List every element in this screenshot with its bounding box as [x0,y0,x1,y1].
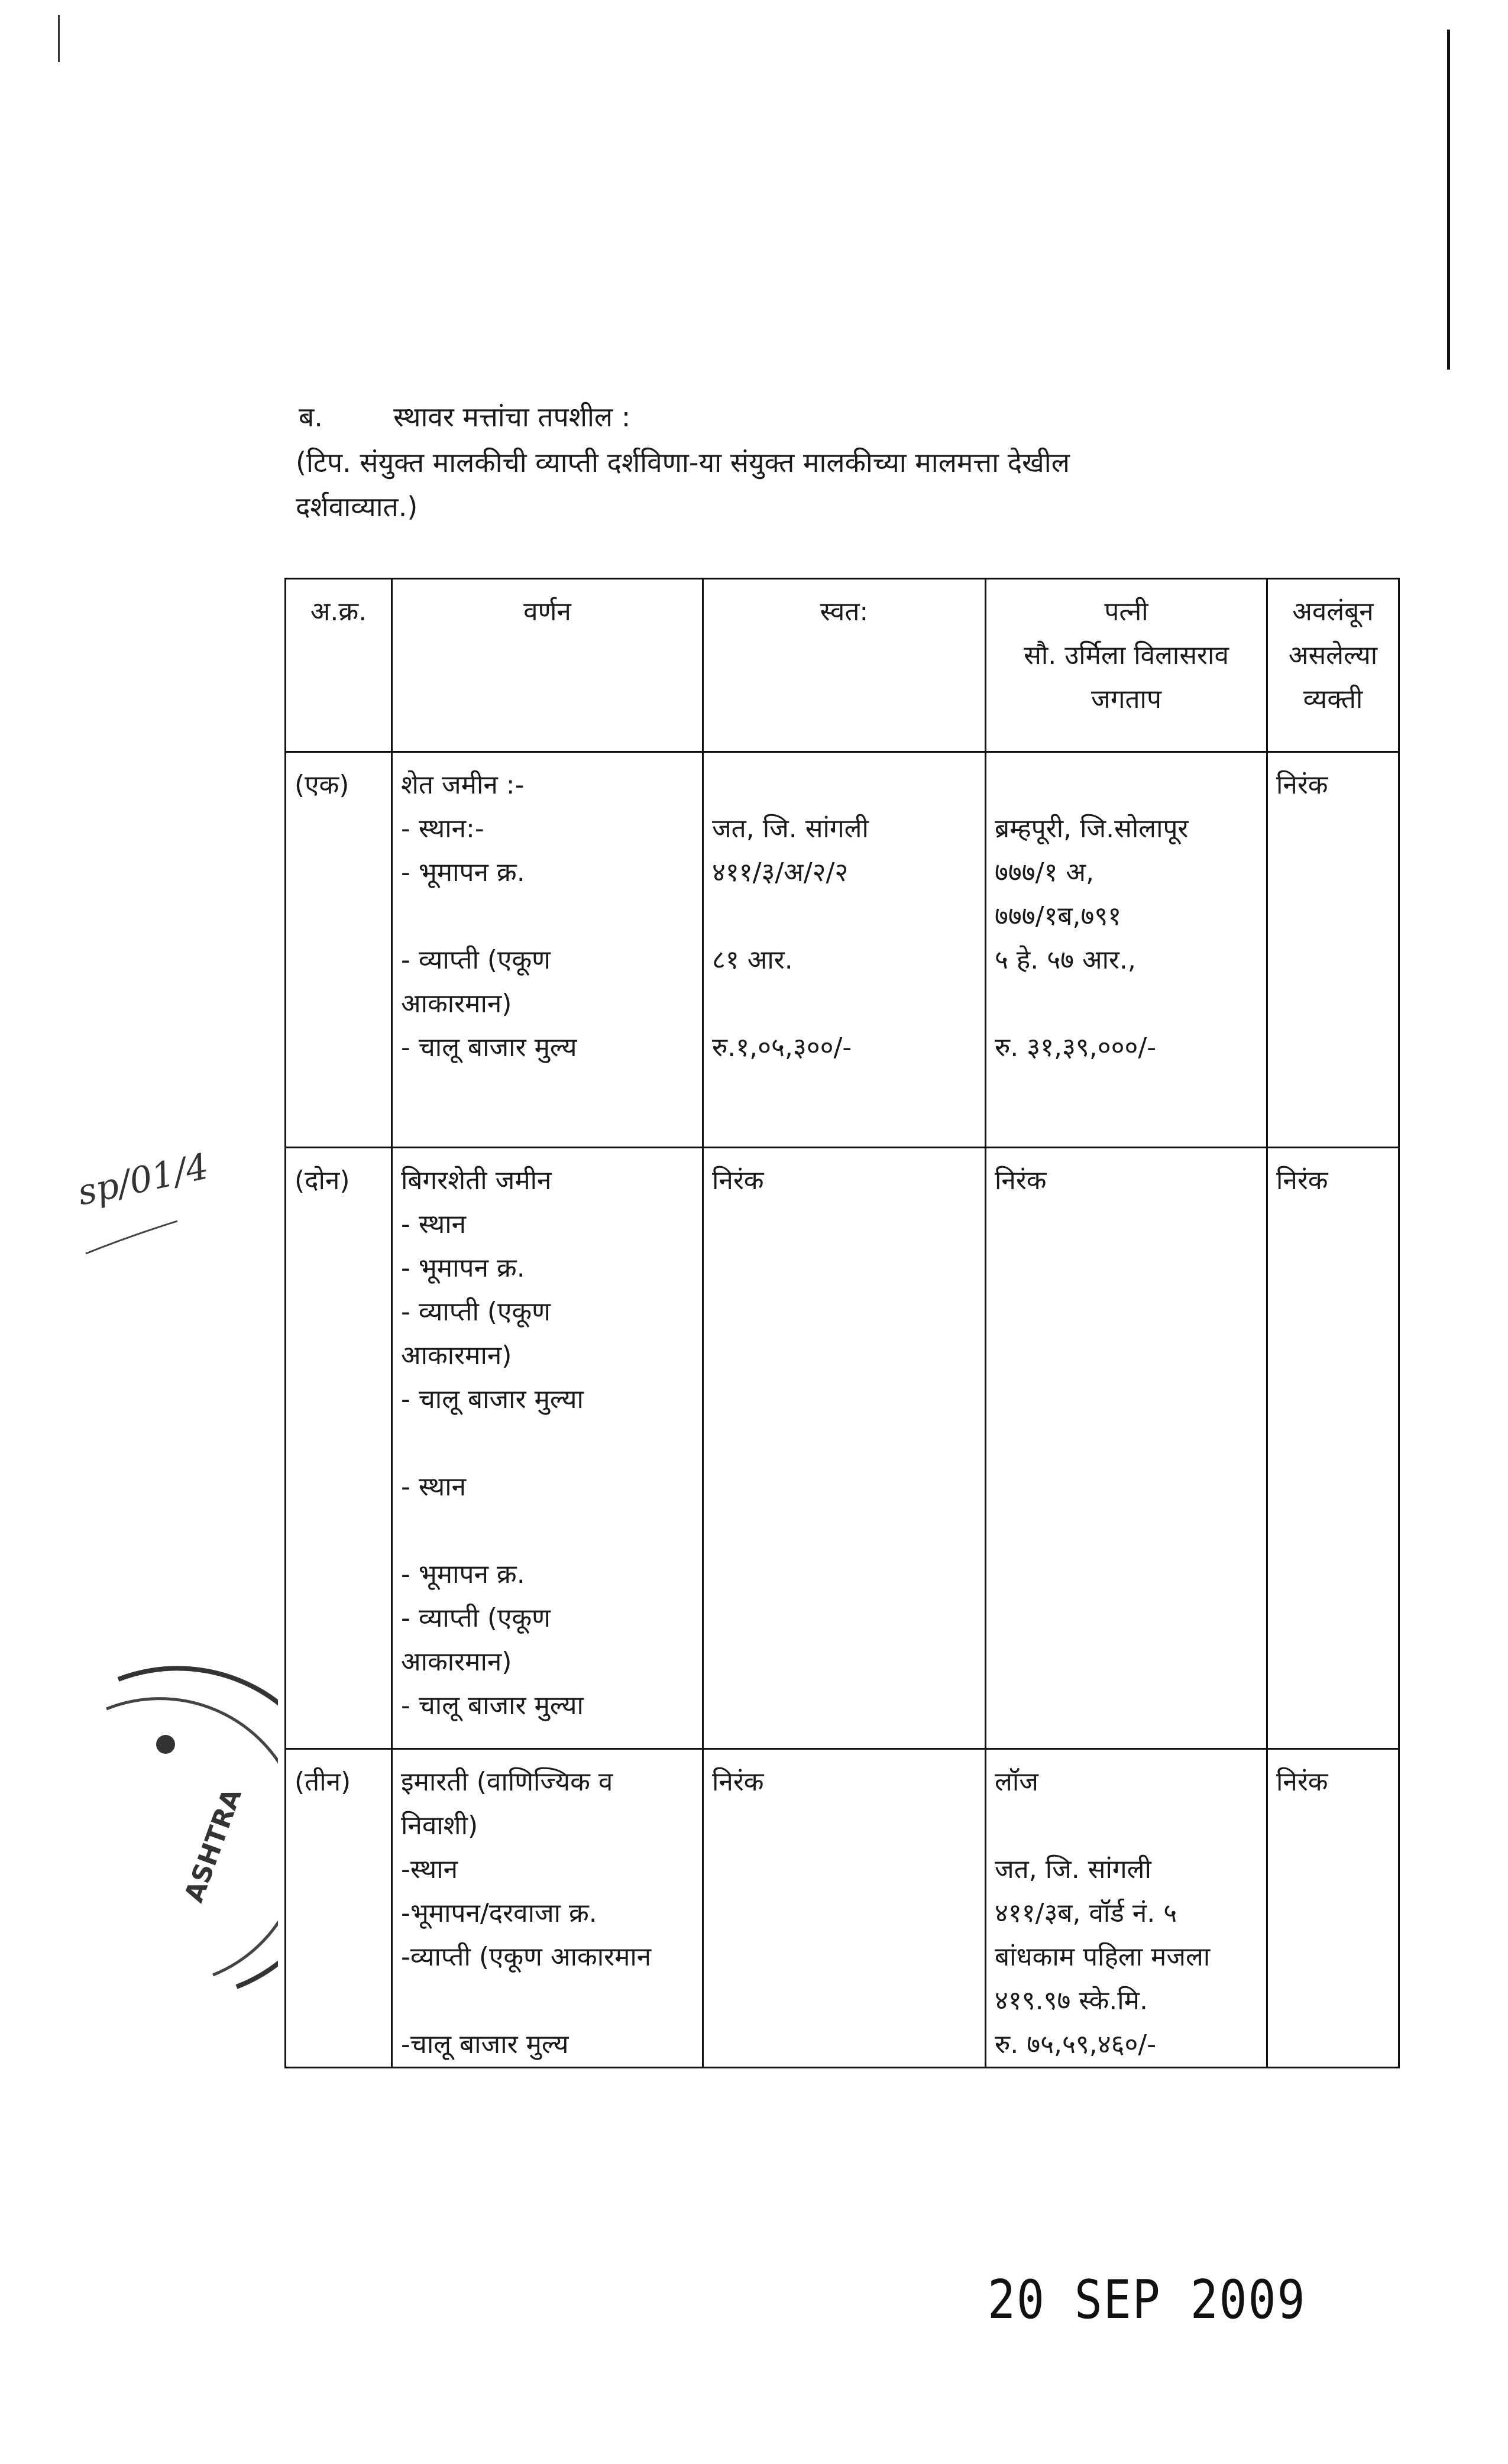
cell-description [392,1148,703,1749]
cell-serial [286,752,392,1148]
header-text: जगताप [1091,684,1161,714]
cell-line: बिगरशेती जमीन [401,1165,552,1196]
cell-line: - चालू बाजार मुल्या [401,1384,584,1414]
table-row [286,752,1399,1148]
section-title: स्थावर मत्तांचा तपशील : [393,401,631,433]
cell-dependents [1267,1749,1399,2068]
cell-self [703,1148,986,1749]
cell-dependents [1267,1148,1399,1749]
table-row [286,1749,1399,2068]
cell-line: - भूमापन क्र. [401,857,525,888]
cell-line: ७७७/१ अ, [995,857,1094,888]
cell-line [995,1804,1258,1848]
cell-line: आकारमान) [401,1341,512,1371]
cell-description [392,752,703,1148]
cell-line: निवाशी) [401,1811,478,1841]
svg-text:ASHTRA: ASHTRA [179,1784,248,1906]
cell-line [401,1509,694,1553]
cell-description [392,1749,703,2068]
cell-spouse [986,1749,1267,2068]
cell-line: - भूमापन क्र. [401,1559,525,1589]
cell-spouse [986,752,1267,1148]
cell-line: निरंक [995,1165,1047,1196]
cell-line: -चालू बाजार मुल्य [401,2029,569,2060]
immovable-assets-table [284,578,1400,2068]
note-line-2: दर्शवाव्यात.) [296,491,418,523]
header-text: अ.क्र. [310,597,367,627]
cell-self [703,752,986,1148]
cell-line [995,982,1258,1026]
cell-line [712,763,976,807]
cell-line: - चालू बाजार मुल्या [401,1691,584,1721]
cell-line: -भूमापन/दरवाजा क्र. [401,1898,597,1928]
date-stamp: 20 SEP 2009 [988,2269,1306,2331]
cell-line: इमारती (वाणिज्यिक व [401,1767,613,1797]
header-text: सौ. उर्मिला विलासराव [1024,640,1229,671]
cell-line: रु. ७५,५९,४६०/- [995,2029,1157,2060]
cell-line: ४११/३ब, वॉर्ड नं. ५ [995,1898,1177,1928]
cell-line: लॉज [995,1767,1038,1797]
table-row [286,1148,1399,1749]
cell-line: निरंक [712,1767,764,1797]
header-text: व्यक्ती [1303,684,1363,714]
cell-line: बांधकाम पहिला मजला [995,1942,1211,1972]
cell-line: - व्याप्ती (एकूण [401,1297,551,1327]
header-text: वर्णन [523,597,571,627]
cell-line: आकारमान) [401,989,512,1019]
cell-line: जत, जि. सांगली [712,814,869,844]
cell-line: - भूमापन क्र. [401,1253,525,1283]
header-dependents [1267,579,1399,752]
cell-line: -स्थान [401,1854,458,1885]
cell-line: ५ हे. ५७ आर., [995,945,1136,975]
cell-line [995,763,1258,807]
scan-mark [58,15,60,62]
cell-line: ७७७/१ब,७९१ [995,901,1122,931]
official-seal-stamp [83,1656,278,2022]
cell-line: ब्रम्हपूरी, जि.सोलापूर [995,814,1189,844]
section-heading [299,395,630,439]
cell-line: -व्याप्ती (एकूण आकारमान [401,1942,652,1972]
cell-line [401,1422,694,1465]
cell-line: - व्याप्ती (एकूण [401,945,551,975]
cell-line: निरंक [1276,1767,1328,1797]
table-header-row [286,579,1399,752]
note-line-1: (टिप. संयुक्त मालकीची व्याप्ती दर्शविणा-या संयुक्त मालकीच्या मालमत्ता देखील [296,446,1070,478]
cell-line: ८१ आर. [712,945,793,975]
handwritten-note: sp/01/4 [74,1145,212,1214]
cell-line: - चालू बाजार मुल्य [401,1032,577,1063]
cell-dependents [1267,752,1399,1148]
cell-line: (दोन) [295,1165,350,1196]
header-text: अवलंबून [1292,597,1374,627]
cell-line: निरंक [1276,770,1328,800]
cell-serial [286,1749,392,2068]
margin-line [1447,30,1450,370]
cell-line: ४११/३/अ/२/२ [712,857,849,888]
header-text: असलेल्या [1288,640,1378,671]
cell-line: - व्याप्ती (एकूण [401,1603,551,1633]
cell-line: शेत जमीन :- [401,770,525,800]
cell-line: जत, जि. सांगली [995,1854,1151,1885]
cell-line: (तीन) [295,1767,351,1797]
header-serial [286,579,392,752]
header-description [392,579,703,752]
cell-line: रु.१,०५,३००/- [712,1032,852,1063]
cell-line: आकारमान) [401,1647,512,1677]
cell-self [703,1749,986,2068]
cell-line [401,1979,694,2023]
cell-serial [286,1148,392,1749]
cell-line [712,982,976,1026]
cell-line: - स्थान:- [401,814,484,844]
handwritten-stroke [83,1218,183,1259]
cell-line [401,895,694,938]
header-text: स्वत: [820,597,869,627]
cell-line [712,895,976,938]
cell-line: निरंक [712,1165,764,1196]
cell-line: - स्थान [401,1209,467,1239]
section-label: ब. [299,401,323,433]
cell-line: निरंक [1276,1165,1328,1196]
cell-line: ४१९.९७ स्के.मि. [995,1986,1148,2016]
header-spouse [986,579,1267,752]
header-text: पत्नी [1104,597,1148,627]
cell-spouse [986,1148,1267,1749]
cell-line: - स्थान [401,1472,467,1502]
cell-line: रु. ३१,३९,०००/- [995,1032,1157,1063]
header-self [703,579,986,752]
cell-line: (एक) [295,770,350,800]
